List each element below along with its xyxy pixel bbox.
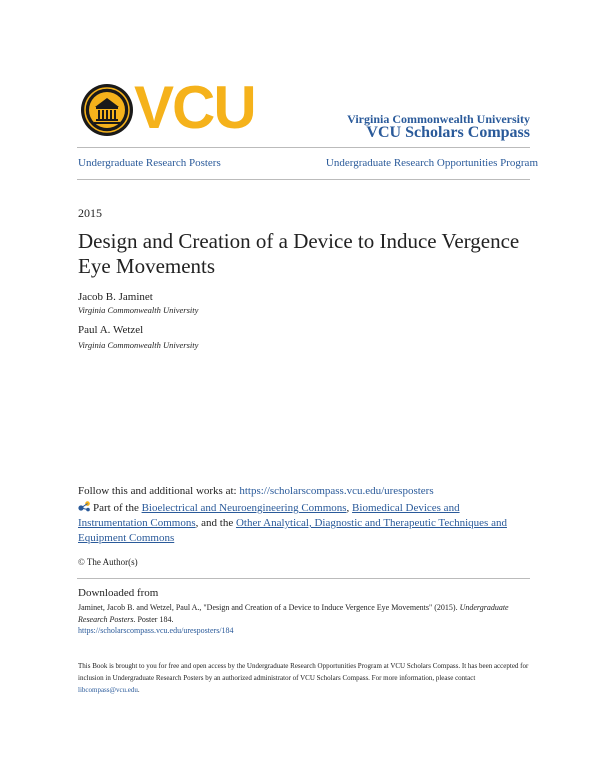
institution-name[interactable]: Virginia Commonwealth University <box>347 112 530 126</box>
separator: , <box>346 502 353 514</box>
document-title: Design and Creation of a Device to Induce Vergence Eye Movements <box>78 229 520 278</box>
citation-text <box>78 602 530 626</box>
follow-link[interactable]: https://scholarscompass.vcu.edu/uresposters <box>239 485 434 497</box>
divider <box>77 147 530 148</box>
downloaded-heading: Downloaded from <box>78 587 159 599</box>
nav-link-research-program[interactable]: Undergraduate Research Opportunities Program <box>325 157 538 169</box>
contact-email-link[interactable]: libcompass@vcu.edu <box>78 686 138 694</box>
copyright-notice: © The Author(s) <box>78 557 138 567</box>
part-of-line <box>78 501 530 546</box>
access-notice-end: . <box>137 686 140 694</box>
vcu-seal-icon <box>80 83 134 137</box>
repository-name[interactable]: VCU Scholars Compass <box>366 124 530 141</box>
author-affiliation: Virginia Commonwealth University <box>78 340 199 350</box>
commons-link-bioelectrical[interactable]: Bioelectrical and Neuroengineering Commons <box>141 502 347 514</box>
commons-link-other-analytical[interactable]: Other Analytical, Diagnostic and Therapeutic Techniques and Equipment Commons <box>78 517 507 544</box>
separator: , and the <box>195 517 236 529</box>
divider <box>77 578 530 579</box>
divider <box>77 179 530 180</box>
citation-link[interactable]: https://scholarscompass.vcu.edu/uresposters/184 <box>78 626 234 635</box>
follow-label: Follow this and additional works at: <box>78 485 240 497</box>
commons-link-biomedical-devices[interactable]: Biomedical Devices and Instrumentation Commons <box>78 502 460 529</box>
access-notice-text: This Book is brought to you for free and open access by the Undergraduate Research Opportunities Program at VCU Scholars Compass. It has been accepted for inclusion in Undergraduate Research Posters by an authorized administrator of VCU Scholars Compass. For more information, please contact <box>78 662 529 682</box>
network-icon <box>78 501 91 512</box>
author-affiliation: Virginia Commonwealth University <box>78 305 199 315</box>
access-notice <box>78 660 530 696</box>
citation-tail: Poster 184. <box>135 615 174 624</box>
follow-line <box>78 485 434 497</box>
part-of-prefix: Part of the <box>93 502 142 514</box>
author-name: Jacob B. Jaminet <box>78 291 153 303</box>
author-name: Paul A. Wetzel <box>78 324 144 336</box>
citation-body: Jaminet, Jacob B. and Wetzel, Paul A., "Design and Creation of a Device to Induce Vergence Eye Movements" (2015). <box>78 603 460 612</box>
vcu-logo-text: VCU <box>134 74 255 141</box>
citation-series: Undergraduate Research Posters. <box>78 603 509 624</box>
publication-year: 2015 <box>78 206 102 220</box>
nav-link-research-posters[interactable]: Undergraduate Research Posters <box>78 157 221 169</box>
